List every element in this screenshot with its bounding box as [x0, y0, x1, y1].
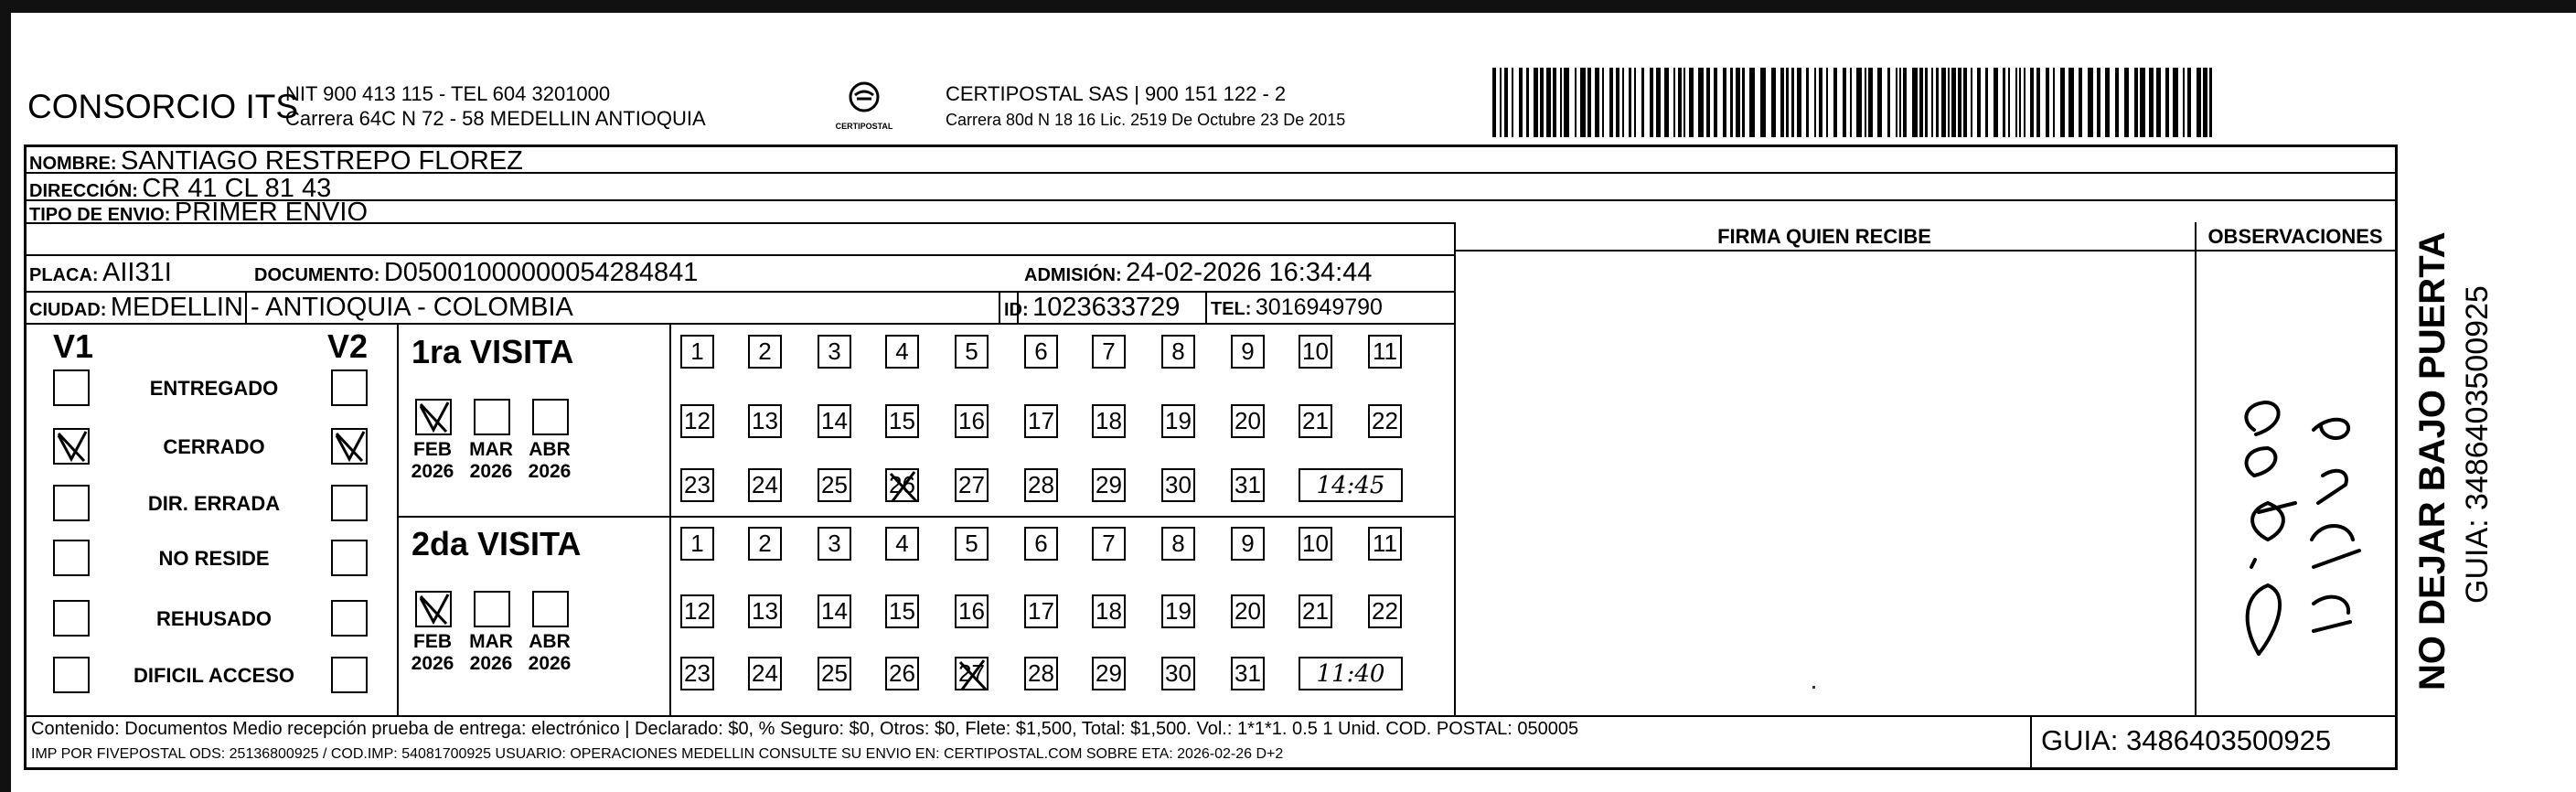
ciudad-row — [29, 293, 573, 326]
first-visit-day[interactable]: 31 — [1231, 468, 1265, 502]
placa-value: AII31I — [102, 258, 172, 287]
status-label: NO RESIDE — [158, 547, 270, 570]
address-line: Carrera 64C N 72 - 58 MEDELLIN ANTIOQUIA — [285, 107, 706, 130]
second-visit-day[interactable]: 30 — [1161, 657, 1195, 690]
documento-row — [254, 258, 698, 292]
second-visit-day[interactable]: 28 — [1024, 657, 1058, 690]
license-line: Carrera 80d N 18 16 Lic. 2519 De Octubre 23 De 2015 — [946, 111, 1346, 129]
second-visit-day[interactable]: 4 — [885, 527, 919, 561]
second-visit-day[interactable]: 24 — [748, 657, 782, 690]
first-visit-day[interactable]: 3 — [818, 335, 851, 369]
first-visit-day[interactable]: 19 — [1161, 404, 1195, 438]
first-visit-day[interactable]: 16 — [955, 404, 989, 438]
second-visit-day[interactable]: 17 — [1024, 594, 1058, 628]
second-visit-month-label: MAR 2026 — [469, 631, 513, 674]
first-visit-day[interactable]: 6 — [1024, 335, 1058, 369]
status-checkbox-v1[interactable] — [53, 657, 90, 693]
first-visit-day[interactable]: 18 — [1092, 404, 1126, 438]
admision-value: 24-02-2026 16:34:44 — [1126, 258, 1373, 287]
first-visit-day[interactable]: 15 — [885, 404, 919, 438]
admision-label: ADMISIÓN: — [1024, 265, 1122, 285]
first-visit-day[interactable]: 11 — [1368, 335, 1402, 369]
status-checkbox-v2[interactable] — [331, 657, 368, 693]
side-guia: GUIA: 3486403500925 — [2460, 285, 2495, 604]
status-checkbox-v2[interactable] — [331, 485, 368, 521]
tel-row — [1211, 293, 1383, 326]
check-mark-icon — [55, 430, 88, 463]
status-checkbox-v1[interactable] — [53, 369, 90, 406]
status-checkbox-v1[interactable] — [53, 485, 90, 521]
second-visit-day[interactable]: 21 — [1299, 594, 1332, 628]
footer-content-line: Contenido: Documentos Medio recepción prueba de entrega: electrónico | Declarado: $0, % Seguro: $0, Otros: $0, Flete: $1,500, Total: $1,500. Vol.: 1*1*1. 0.5 1 Unid. COD. POSTAL: 050005 — [31, 719, 1579, 739]
side-warning: NO DEJAR BAJO PUERTA — [2412, 231, 2453, 690]
first-visit-month-label: MAR 2026 — [469, 439, 513, 482]
first-visit-day[interactable]: 20 — [1231, 404, 1265, 438]
second-visit-time: 11:40 — [1299, 657, 1403, 690]
first-visit-day[interactable]: 5 — [955, 335, 989, 369]
status-checkbox-v2[interactable] — [331, 428, 368, 465]
first-visit-day[interactable]: 13 — [748, 404, 782, 438]
first-visit-month-label: ABR 2026 — [528, 439, 572, 482]
firma-header: FIRMA QUIEN RECIBE — [1717, 225, 1931, 248]
signature-area-mark — [1812, 686, 1815, 689]
direccion-value: CR 41 CL 81 43 — [142, 174, 332, 203]
second-visit-day[interactable]: 3 — [818, 527, 851, 561]
first-visit-day[interactable]: 2 — [748, 335, 782, 369]
placa-row — [29, 258, 172, 292]
status-label: CERRADO — [163, 435, 265, 458]
first-visit-day[interactable]: 24 — [748, 468, 782, 502]
second-visit-month-checkbox[interactable] — [474, 591, 510, 627]
certipostal-logo — [832, 80, 896, 131]
scan-edge-top — [0, 0, 2576, 13]
first-visit-day[interactable]: 28 — [1024, 468, 1058, 502]
company-name: CONSORCIO ITS — [27, 88, 299, 125]
first-visit-day[interactable]: 26 — [885, 468, 919, 502]
first-visit-day[interactable]: 1 — [680, 335, 714, 369]
id-row — [1004, 293, 1180, 326]
id-value: 1023633729 — [1032, 293, 1181, 322]
second-visit-day[interactable]: 2 — [748, 527, 782, 561]
direccion-label: DIRECCIÓN: — [29, 181, 138, 201]
day-mark-icon — [887, 470, 921, 504]
logo-icon — [848, 80, 881, 113]
nombre-label: NOMBRE: — [29, 154, 117, 174]
placa-label: PLACA: — [29, 265, 99, 285]
tipo-row — [29, 198, 369, 228]
day-mark-icon — [957, 658, 990, 692]
observaciones-header: OBSERVACIONES — [2207, 225, 2383, 248]
second-visit-month-label: FEB 2026 — [411, 631, 454, 674]
second-visit-day[interactable]: 19 — [1161, 594, 1195, 628]
documento-label: DOCUMENTO: — [254, 265, 380, 285]
footer-guia: GUIA: 3486403500925 — [2041, 724, 2332, 756]
status-label: DIR. ERRADA — [147, 492, 281, 515]
first-visit-month-checkbox[interactable] — [474, 399, 510, 435]
status-label: REHUSADO — [156, 607, 272, 630]
tel-label: TEL: — [1211, 299, 1252, 319]
first-visit-day[interactable]: 29 — [1092, 468, 1126, 502]
first-visit-day[interactable]: 7 — [1092, 335, 1126, 369]
first-visit-day[interactable]: 22 — [1368, 404, 1402, 438]
second-visit-day[interactable]: 16 — [955, 594, 989, 628]
status-checkbox-v1[interactable] — [53, 428, 90, 465]
second-visit-day[interactable]: 14 — [818, 594, 851, 628]
first-visit-month-checkbox[interactable] — [532, 399, 569, 435]
ciudad-value: MEDELLIN - ANTIOQUIA - COLOMBIA — [110, 293, 573, 322]
nombre-value: SANTIAGO RESTREPO FLOREZ — [121, 146, 523, 176]
first-visit-title: 1ra VISITA — [412, 333, 574, 370]
tipo-label: TIPO DE ENVIO: — [29, 205, 171, 225]
tipo-value: PRIMER ENVIO — [174, 198, 369, 227]
first-visit-day[interactable]: 23 — [680, 468, 714, 502]
second-visit-day[interactable]: 15 — [885, 594, 919, 628]
first-visit-month-checkbox[interactable] — [415, 399, 452, 435]
first-visit-day[interactable]: 12 — [680, 404, 714, 438]
first-visit-day[interactable]: 21 — [1299, 404, 1332, 438]
barcode — [1492, 68, 2224, 137]
admision-row — [1024, 258, 1372, 292]
second-visit-day[interactable]: 13 — [748, 594, 782, 628]
first-visit-day[interactable]: 27 — [955, 468, 989, 502]
second-visit-month-checkbox[interactable] — [532, 591, 569, 627]
v1-header: V1 — [53, 327, 94, 365]
status-checkbox-v1[interactable] — [53, 600, 90, 637]
first-visit-month-label: FEB 2026 — [411, 439, 454, 482]
second-visit-day[interactable]: 5 — [955, 527, 989, 561]
second-visit-month-checkbox[interactable] — [415, 591, 452, 627]
status-label: ENTREGADO — [149, 377, 279, 400]
status-checkbox-v2[interactable] — [331, 540, 368, 576]
second-visit-day[interactable]: 11 — [1368, 527, 1402, 561]
first-visit-time: 14:45 — [1299, 468, 1403, 502]
second-visit-day[interactable]: 7 — [1092, 527, 1126, 561]
certipostal-line: CERTIPOSTAL SAS | 900 151 122 - 2 — [946, 82, 1287, 105]
id-label: ID: — [1004, 300, 1029, 320]
second-visit-day[interactable]: 22 — [1368, 594, 1402, 628]
status-label: DIFICIL ACCESO — [133, 664, 294, 687]
second-visit-day[interactable]: 23 — [680, 657, 714, 690]
status-checkbox-v2[interactable] — [331, 600, 368, 637]
status-checkbox-v1[interactable] — [53, 540, 90, 576]
second-visit-day[interactable]: 26 — [885, 657, 919, 690]
status-checkbox-v2[interactable] — [331, 369, 368, 406]
second-visit-day[interactable]: 20 — [1231, 594, 1265, 628]
v2-header: V2 — [327, 327, 369, 365]
first-visit-day[interactable]: 30 — [1161, 468, 1195, 502]
second-visit-day[interactable]: 18 — [1092, 594, 1126, 628]
first-visit-day[interactable]: 8 — [1161, 335, 1195, 369]
second-visit-day[interactable]: 29 — [1092, 657, 1126, 690]
second-visit-day[interactable]: 10 — [1299, 527, 1332, 561]
nit-line: NIT 900 413 115 - TEL 604 3201000 — [285, 82, 611, 105]
tel-value: 3016949790 — [1255, 294, 1383, 320]
second-visit-day[interactable]: 27 — [955, 657, 989, 690]
second-visit-month-label: ABR 2026 — [528, 631, 572, 674]
handwritten-observation — [2204, 293, 2387, 658]
second-visit-day[interactable]: 25 — [818, 657, 851, 690]
second-visit-day[interactable]: 1 — [680, 527, 714, 561]
first-visit-day[interactable]: 4 — [885, 335, 919, 369]
footer-print-line: IMP POR FIVEPOSTAL ODS: 25136800925 / COD.IMP: 54081700925 USUARIO: OPERACIONES MEDELLIN CONSULTE SU ENVIO EN: CERTIPOSTAL.COM SOBRE ETA: 2026-02-26 D+2 — [31, 746, 1284, 762]
documento-value: D05001000000054284841 — [383, 258, 699, 287]
ciudad-label: CIUDAD: — [29, 300, 107, 320]
check-mark-icon — [417, 593, 450, 626]
second-visit-day[interactable]: 12 — [680, 594, 714, 628]
second-visit-day[interactable]: 9 — [1231, 527, 1265, 561]
logo-text: CERTIPOSTAL — [835, 122, 893, 131]
scan-edge-left — [0, 0, 11, 792]
check-mark-icon — [417, 401, 450, 433]
first-visit-day[interactable]: 17 — [1024, 404, 1058, 438]
first-visit-day[interactable]: 9 — [1231, 335, 1265, 369]
second-visit-day[interactable]: 6 — [1024, 527, 1058, 561]
second-visit-day[interactable]: 8 — [1161, 527, 1195, 561]
second-visit-day[interactable]: 31 — [1231, 657, 1265, 690]
first-visit-day[interactable]: 14 — [818, 404, 851, 438]
first-visit-day[interactable]: 25 — [818, 468, 851, 502]
second-visit-title: 2da VISITA — [412, 525, 582, 562]
check-mark-icon — [333, 430, 366, 463]
first-visit-day[interactable]: 10 — [1299, 335, 1332, 369]
